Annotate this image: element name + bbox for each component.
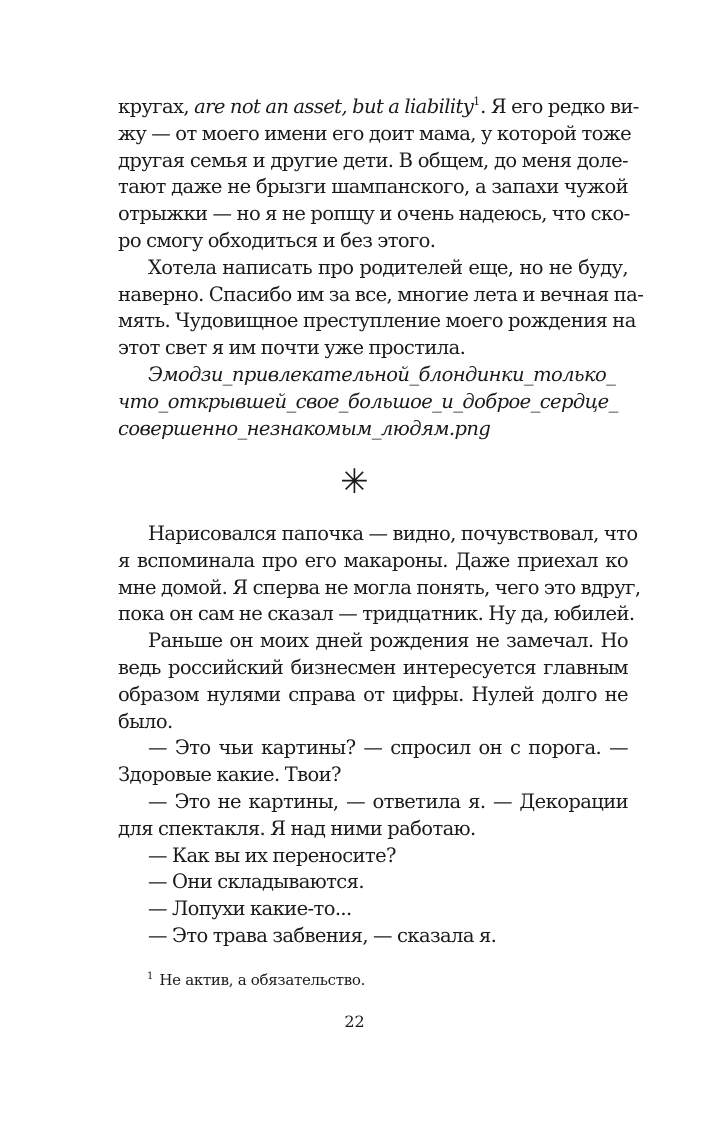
- text-line: я вспоминала про его макароны. Даже приехал ко: [118, 548, 628, 572]
- italic-phrase: are not an asset, but a liability: [194, 95, 474, 118]
- dialogue-line: — Лопухи какие-то...: [148, 897, 352, 921]
- text-line: было.: [118, 709, 173, 733]
- text-line: ро смогу обходиться и без этого.: [118, 228, 436, 252]
- footnote-reference[interactable]: 1: [473, 95, 481, 108]
- text-line: Раньше он моих дней рождения не замечал. Но: [148, 629, 628, 653]
- text-line: [118, 94, 639, 121]
- text-line: этот свет я им почти уже простила.: [118, 336, 466, 360]
- dialogue-line: для спектакля. Я над ними работаю.: [118, 816, 476, 840]
- text-line: пока он сам не сказал — тридцатник. Ну да, юбилей.: [118, 602, 635, 626]
- italic-line: что_открывшей_свое_большое_и_доброе_сердце_: [118, 389, 618, 413]
- text-block-top: [118, 94, 644, 442]
- text-line: образом нулями справа от цифры. Нулей долго не: [118, 682, 628, 706]
- footnote-marker: 1: [147, 971, 154, 982]
- dialogue-line: — Это чьи картины? — спросил он с порога. —: [148, 736, 628, 760]
- text-fragment: кругах,: [118, 95, 195, 118]
- text-line: Нарисовался папочка — видно, почувствовал, что: [148, 522, 638, 545]
- footnote: [147, 970, 365, 990]
- dialogue-line: Здоровые какие. Твои?: [118, 763, 341, 787]
- italic-line: Эмодзи_привлекательной_блондинки_только_: [148, 362, 616, 386]
- dialogue-line: — Они складываются.: [148, 870, 364, 894]
- dialogue-line: — Это трава забвения, — сказала я.: [148, 923, 497, 947]
- text-line: Хотела написать про родителей еще, но не буду,: [148, 255, 628, 279]
- dialogue-line: — Это не картины, — ответила я. — Декорации: [148, 789, 628, 813]
- text-line: наверно. Спасибо им за все, многие лета и вечная па-: [118, 282, 644, 306]
- text-block-bottom: [118, 521, 641, 950]
- text-line: мне домой. Я сперва не могла понять, чего это вдруг,: [118, 575, 641, 599]
- section-divider-asterisk: ✳: [340, 462, 369, 502]
- text-line: тают даже не брызги шампанского, а запахи чужой: [118, 175, 628, 199]
- footnote-text: Не актив, а обязательство.: [159, 971, 366, 989]
- page-number: 22: [344, 1012, 365, 1031]
- text-fragment: . Я его редко ви-: [480, 95, 639, 118]
- text-line: отрыжки — но я не ропщу и очень надеюсь, что ско-: [118, 202, 630, 226]
- text-line: другая семья и другие дети. В общем, до меня доле-: [118, 148, 628, 172]
- text-line: мять. Чудовищное преступление моего рождения на: [118, 309, 636, 333]
- text-line: жу — от моего имени его доит мама, у которой тоже: [118, 121, 632, 145]
- text-line: ведь российский бизнесмен интересуется главным: [118, 655, 628, 679]
- dialogue-line: — Как вы их переносите?: [148, 843, 396, 867]
- italic-line: совершенно_незнакомым_людям.png: [118, 416, 491, 440]
